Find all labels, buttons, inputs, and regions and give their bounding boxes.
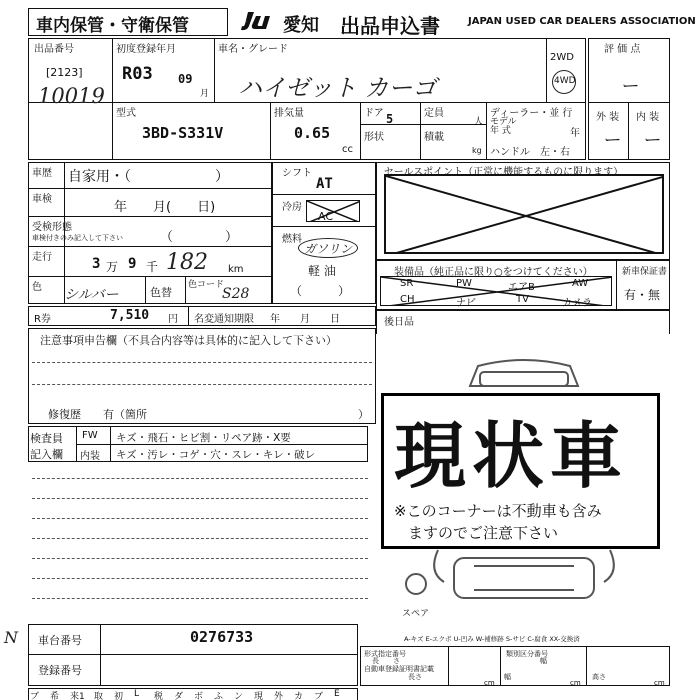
hand-mark: N [4, 628, 18, 647]
association-name: JAPAN USED CAR DEALERS ASSOCIATION [468, 16, 696, 27]
spare-label: スペア [402, 609, 430, 619]
kg-unit: kg [472, 146, 482, 155]
warranty-value: 有・無 [624, 288, 661, 302]
width-cm: cm [570, 679, 581, 687]
interior-inspect-label: 内装 [80, 451, 100, 462]
strip-item: 取 [94, 692, 104, 700]
as-is-note-1: ※このコーナーは不動車も含み [394, 502, 602, 520]
fuel-label: 燃料 [282, 234, 302, 245]
model-code-label: 型式 [116, 108, 136, 119]
equip-camera: カメラ [562, 298, 592, 309]
model-year-label: モデル 年 式 [490, 117, 517, 136]
dealer-label: ディーラー・並 行 [490, 108, 573, 119]
ac-value: AC [318, 210, 334, 223]
as-is-vehicle-stamp [381, 393, 660, 549]
inspect-recv-value: （ ） [160, 230, 239, 245]
as-is-note-2: ますのでご注意下さい [408, 524, 559, 542]
mileage-hand: 182 [166, 250, 208, 275]
strip-item: ふ [214, 692, 224, 700]
fuel-other: （ ） [290, 284, 351, 298]
color-hand: シルバー [64, 287, 119, 303]
ju-logo [238, 9, 284, 33]
mileage-man: 3 [92, 256, 101, 272]
color-code: S28 [222, 286, 250, 302]
doors-value: 5 [386, 112, 394, 126]
ju-logo-icon [238, 9, 284, 33]
strip-item: 来1 [70, 692, 85, 700]
r-ticket-label: R券 [34, 314, 51, 325]
inspect-recv-note: 車検付きのみ記入して下さい [32, 234, 123, 242]
strip-item: ダ [174, 692, 184, 700]
model-name: ハイゼット カーゴ [238, 74, 437, 102]
first-reg-month: 09 [178, 72, 193, 86]
color-label: 色 [32, 282, 42, 293]
inspect-recv-label: 受検形態 [32, 222, 72, 233]
chassis-number: 0276733 [190, 628, 254, 646]
lot-number-small: [2123] [46, 66, 83, 79]
cross-mark-icon [386, 176, 664, 254]
repair-close: ） [358, 408, 369, 421]
bottom-strip-items [30, 689, 356, 700]
equip-airbag: エアB [508, 282, 535, 293]
form-title: 出品申込書 [340, 14, 440, 38]
color-code-label: 色コード [188, 280, 225, 290]
strip-item: 現 [254, 692, 264, 700]
fuel-diesel: 軽 油 [308, 264, 336, 278]
strip-item: 外 [274, 692, 284, 700]
drive-4wd: 4WD [554, 76, 576, 86]
cert-label: 自動車登録証明書記載 [364, 665, 434, 673]
interior-inspect-items: キズ・汚レ・コゲ・穴・スレ・キレ・破レ [116, 449, 316, 461]
height-cm: cm [654, 679, 665, 687]
displacement: 0.65 [294, 124, 331, 142]
ac-label: 冷房 [282, 202, 302, 213]
rating-label: 評 価 点 [604, 44, 641, 55]
shift-value: AT [316, 176, 333, 192]
equip-aw: AW [572, 278, 589, 289]
first-reg-label: 初度登録年月 [116, 44, 176, 55]
height-label: 高さ [592, 673, 606, 681]
reg-label: 登録番号 [38, 664, 82, 677]
inspector-label-2: 記入欄 [30, 448, 63, 461]
usage-value: 自家用・（ ） [68, 169, 229, 185]
r-ticket-amount: 7,510 [110, 308, 150, 323]
first-reg-year: R03 [122, 64, 153, 84]
rating-value: ー [620, 76, 638, 97]
usage-label: 車歴 [32, 168, 52, 179]
first-reg-month-unit: 月 [200, 89, 210, 99]
repair-label: 修復歴 有（箇所 [48, 408, 147, 421]
man-unit: 万 [106, 260, 119, 274]
displacement-label: 排気量 [274, 108, 304, 119]
color-change-label: 色替 [150, 286, 172, 299]
mileage-label: 走行 [32, 252, 52, 263]
strip-item: ン [234, 692, 244, 700]
as-is-title: 現状車 [394, 413, 629, 498]
yen-unit: 円 [168, 314, 178, 325]
equip-ch: CH [400, 294, 415, 305]
org-name: 愛知 [283, 15, 319, 36]
strip-item: ボ [194, 692, 204, 700]
strip-item: 初 [114, 692, 124, 700]
chassis-label: 車台番号 [38, 634, 82, 647]
equip-tv: TV [516, 294, 529, 305]
fw-items: キズ・飛石・ヒビ割・リペア跡・X要 [116, 432, 291, 444]
strip-item: ブ [30, 692, 40, 700]
persons-unit: 人 [474, 117, 484, 127]
sales-points-crossed [384, 174, 664, 254]
after-items-block [376, 310, 670, 334]
cc-unit: cc [342, 144, 353, 155]
drive-2wd: 2WD [550, 52, 574, 63]
after-items-label: 後日品 [384, 317, 414, 328]
category-label: 類別区分番号 [506, 650, 548, 658]
strip-item: 希 [50, 692, 60, 700]
fuel-gasoline: ガソリン [304, 242, 353, 256]
damage-legend: A-キズ E-エクボ U-凹み W-補修跡 S-サビ C-腐食 XX-交換済 [404, 635, 580, 643]
strip-item: カ [294, 692, 304, 700]
model-code: 3BD-S331V [142, 124, 224, 142]
exterior-value: ー [602, 130, 620, 151]
type-label: 形式指定番号 [364, 650, 406, 658]
width-label: 幅 [504, 673, 511, 681]
inspector-label-1: 検査員 [30, 432, 63, 445]
strip-item: ブ [314, 692, 324, 700]
sales-points-label: セールスポイント（正常に機能するものに限ります） [384, 167, 624, 178]
fw-label: FW [82, 430, 98, 441]
notice-value: 年 月 日 [270, 314, 340, 325]
warranty-label: 新車保証書 [622, 267, 668, 277]
notice-label: 名変通知期限 [194, 314, 254, 325]
equip-sr: SR [400, 278, 414, 289]
length-cm: cm [484, 679, 495, 687]
interior-label: 内 装 [636, 112, 660, 123]
capacity-label: 定員 [424, 108, 444, 119]
caution-label: 注意事項申告欄（不具合内容等は具体的に記入して下さい） [40, 334, 337, 347]
year-unit: 年 [570, 128, 580, 139]
shift-label: シフト [282, 168, 312, 179]
mileage-thousand: 9 [128, 256, 137, 272]
logo-mark-text: JU [246, 22, 248, 23]
load-label: 積載 [424, 132, 444, 143]
equipment-label: 装備品（純正品に限り○をつけてください） [394, 267, 593, 278]
strip-item: L [134, 689, 140, 699]
handle-label: ハンドル 左・右 [490, 147, 570, 158]
interior-value: ー [642, 130, 660, 151]
dims-sub-1: 長 さ [372, 657, 400, 665]
dims-sub-2: 幅 [540, 657, 547, 665]
strip-item: E [334, 689, 340, 699]
length-label: 長さ [408, 673, 422, 681]
cross-mark-icon [307, 201, 360, 222]
lot-number-label: 出品番号 [34, 44, 74, 55]
equip-pw: PW [456, 278, 472, 289]
sen-unit: 千 [146, 260, 159, 274]
shape-label: 形状 [364, 132, 384, 143]
model-name-label: 車名・グレード [218, 44, 288, 55]
inspection-label: 車検 [32, 194, 52, 205]
strip-item: 税 [154, 692, 164, 700]
equip-navi: ナビ [456, 298, 476, 309]
lot-number: 10019 [38, 84, 105, 108]
form-type-title: 車内保管・守衛保管 [36, 16, 189, 36]
exterior-label: 外 装 [596, 112, 620, 123]
doors-label: ドア [364, 108, 384, 119]
inspection-value: 年 月( 日) [114, 200, 216, 215]
km-unit: km [228, 264, 244, 275]
